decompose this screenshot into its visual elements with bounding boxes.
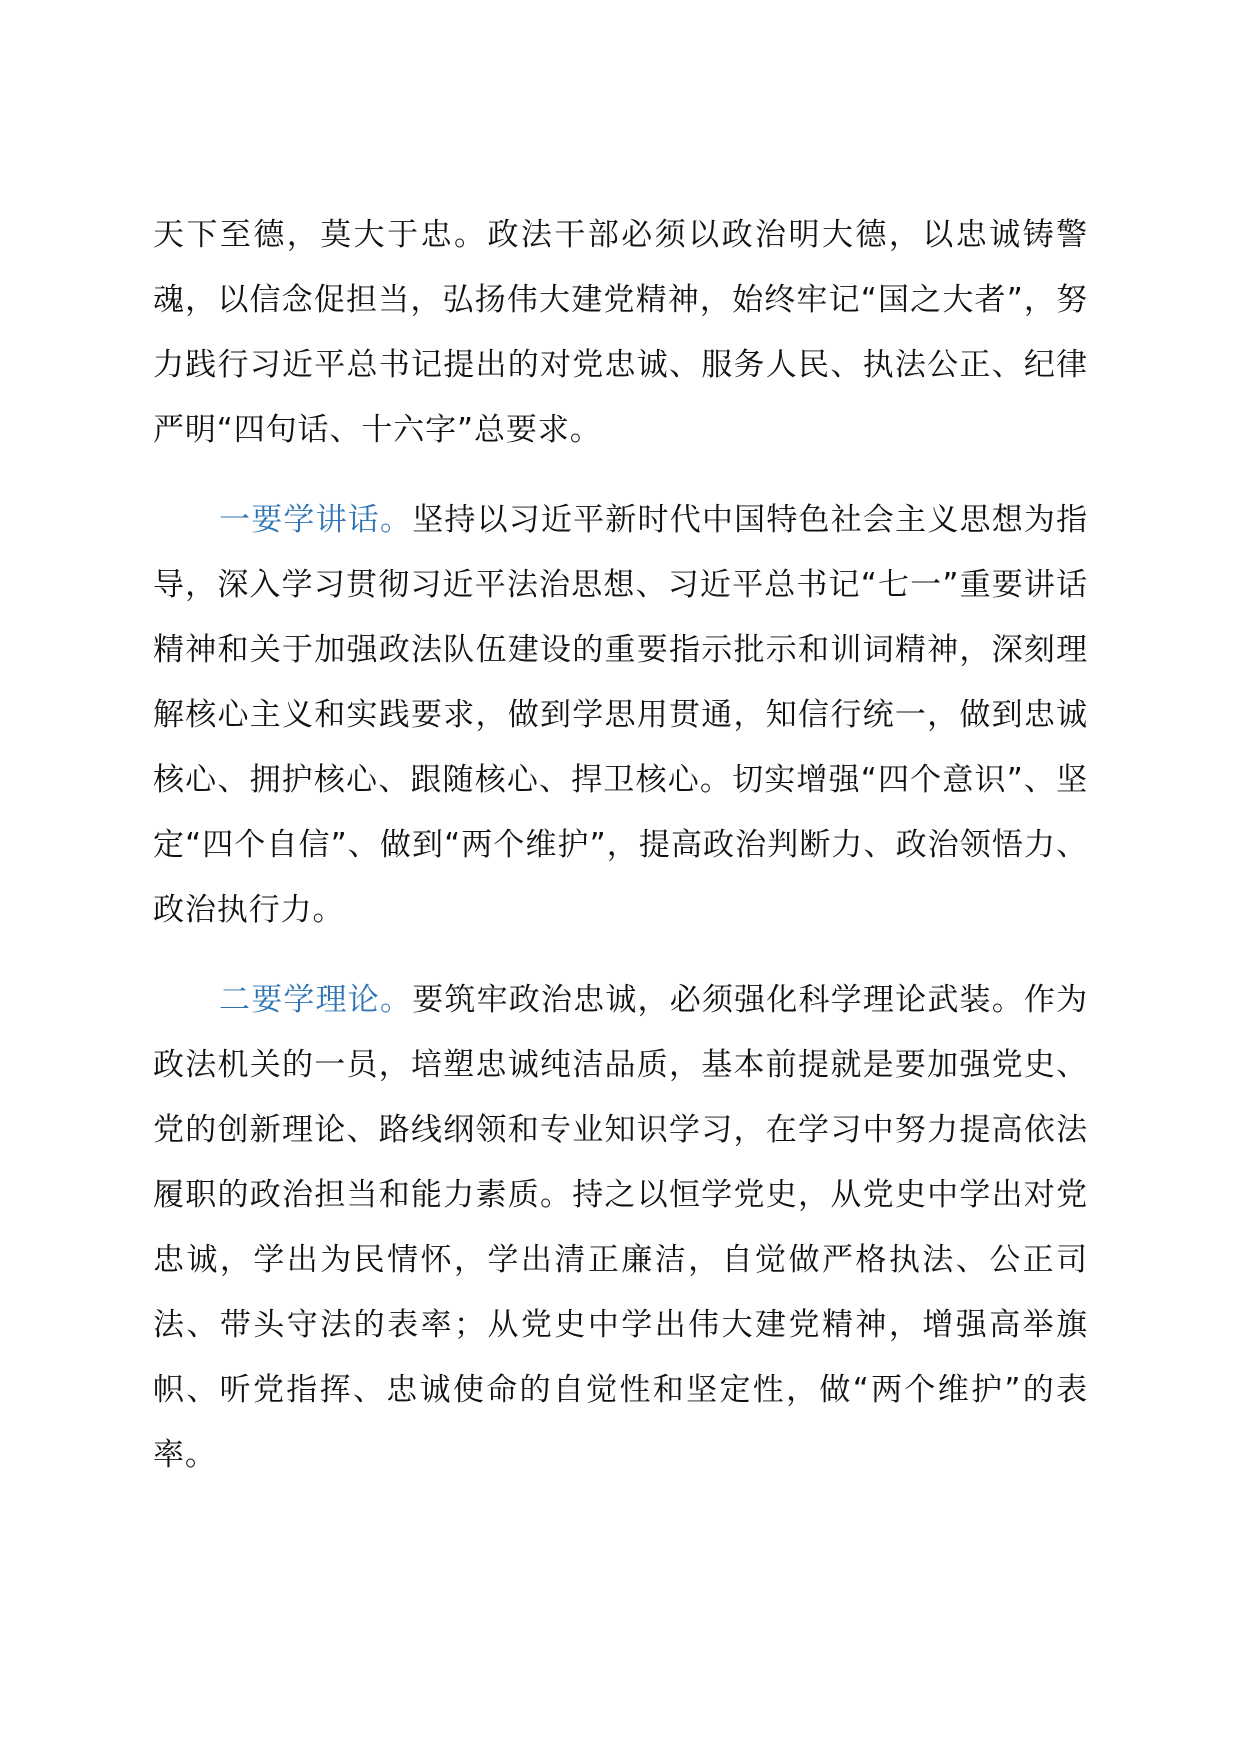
paragraph-study-speech bbox=[153, 488, 1088, 943]
section-heading-study-speech: 一要学讲话。 bbox=[219, 502, 413, 538]
paragraph-intro bbox=[153, 203, 1088, 463]
paragraph-text: 要筑牢政治忠诚，必须强化科学理论武装。作为政法机关的一员，培塑忠诚纯洁品质，基本前提就是要加强党史、党的创新理论、路线纲领和专业知识学习，在学习中努力提高依法履职的政治担当和能力素质。持之以恒学党史，从党史中学出对党忠诚，学出为民情怀，学出清正廉洁，自觉做严格执法、公正司法、带头守法的表率；从党史中学出伟大建党精神，增强高举旗帜、听党指挥、忠诚使命的自觉性和坚定性，做“两个维护”的表率。 bbox=[153, 982, 1088, 1473]
paragraph-text: 坚持以习近平新时代中国特色社会主义思想为指导，深入学习贯彻习近平法治思想、习近平总书记“七一”重要讲话精神和关于加强政法队伍建设的重要指示批示和训词精神，深刻理解核心主义和实践要求，做到学思用贯通，知信行统一，做到忠诚核心、拥护核心、跟随核心、捍卫核心。切实增强“四个意识”、坚定“四个自信”、做到“两个维护”，提高政治判断力、政治领悟力、政治执行力。 bbox=[153, 502, 1088, 928]
document-body bbox=[153, 203, 1088, 1488]
section-heading-study-theory: 二要学理论。 bbox=[219, 982, 413, 1018]
paragraph-text: 天下至德，莫大于忠。政法干部必须以政治明大德，以忠诚铸警魂，以信念促担当，弘扬伟大建党精神，始终牢记“国之大者”，努力践行习近平总书记提出的对党忠诚、服务人民、执法公正、纪律严明“四句话、十六字”总要求。 bbox=[153, 217, 1088, 448]
paragraph-study-theory bbox=[153, 968, 1088, 1488]
